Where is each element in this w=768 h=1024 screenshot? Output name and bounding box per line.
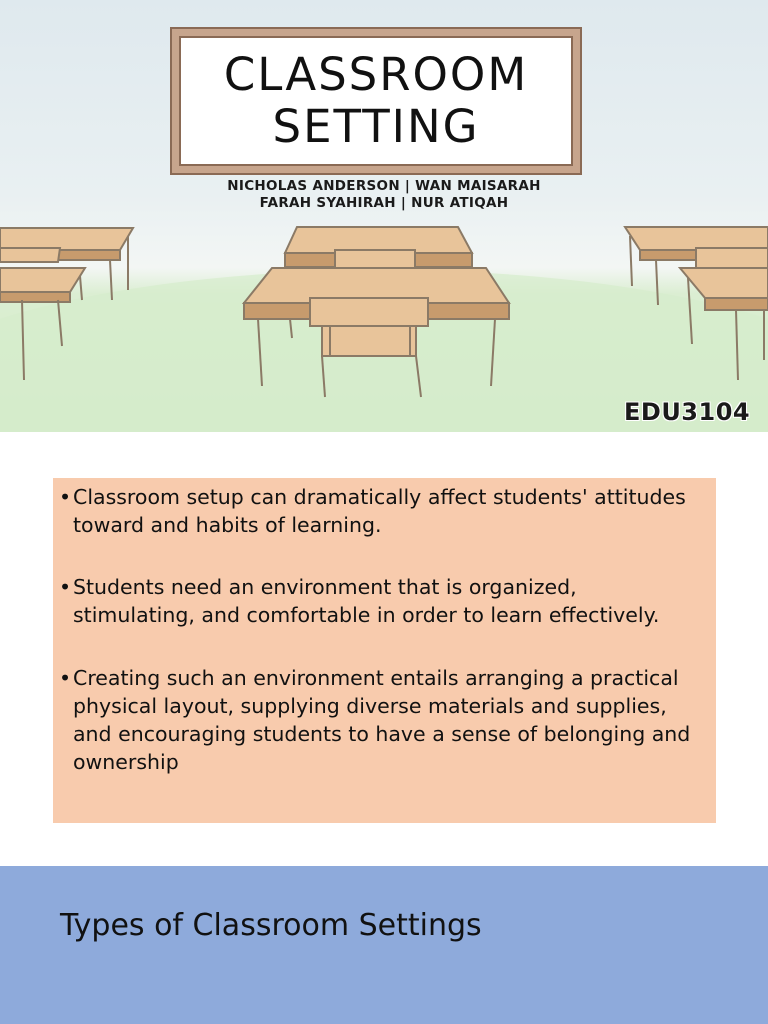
bullet-text: Classroom setup can dramatically affect students' attitudes toward and habits of learning. <box>73 485 686 537</box>
chalkboard <box>179 36 573 166</box>
course-code: EDU3104 <box>624 398 751 426</box>
content-slide <box>0 432 768 864</box>
bullet-text: Creating such an environment entails arranging a practical physical layout, supplying diverse materials and supplies, and encouraging students to have a sense of belonging and ownership <box>73 666 691 774</box>
authors-line2: FARAH SYAHIRAH | NUR ATIQAH <box>259 195 509 211</box>
slide-title-line2: SETTING <box>272 100 480 153</box>
bullet-icon: • <box>59 666 72 690</box>
bullet-item <box>59 573 702 629</box>
bullet-item <box>59 664 702 776</box>
authors <box>150 178 618 212</box>
section-slide <box>0 866 768 1024</box>
bullet-item <box>59 483 702 539</box>
bullet-text: Students need an environment that is organized, stimulating, and comfortable in order to learn effectively. <box>73 575 660 627</box>
chalkboard-frame <box>170 27 582 175</box>
bullet-icon: • <box>59 485 72 509</box>
bullet-icon: • <box>59 575 72 599</box>
bullet-box <box>53 478 716 823</box>
section-title: Types of Classroom Settings <box>60 908 482 943</box>
title-slide <box>0 0 768 432</box>
authors-line1: NICHOLAS ANDERSON | WAN MAISARAH <box>227 178 541 194</box>
slide-title-line1: CLASSROOM <box>223 48 529 101</box>
